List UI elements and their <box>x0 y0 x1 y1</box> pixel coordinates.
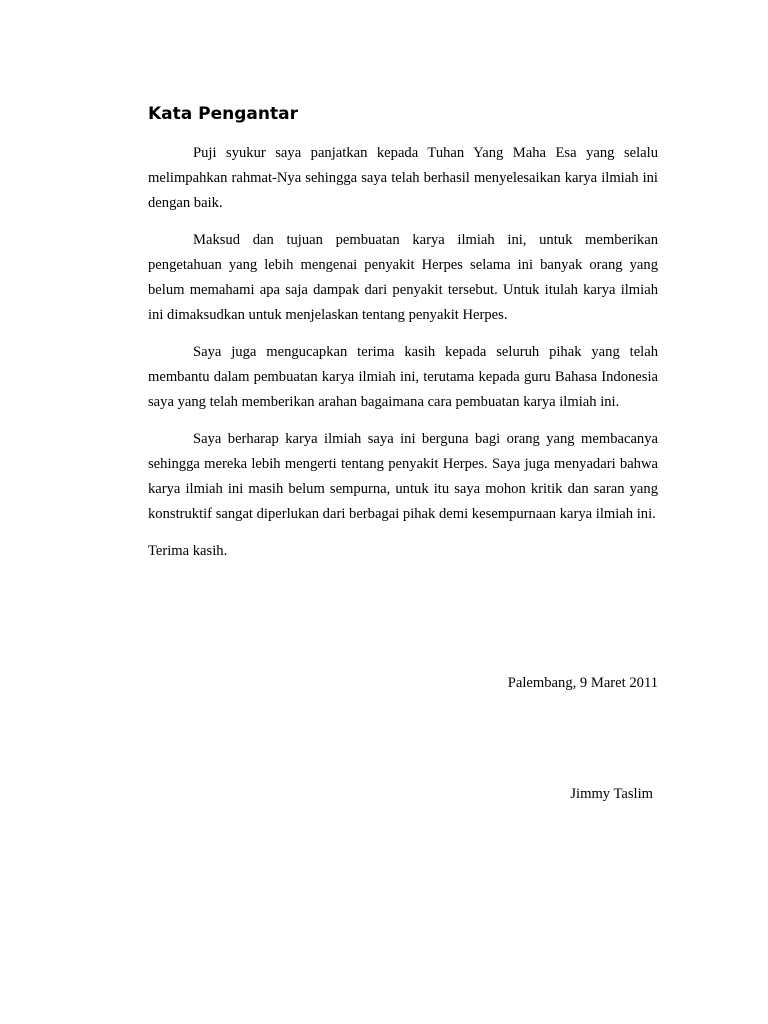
page-title: Kata Pengantar <box>148 104 298 124</box>
paragraph-hope: Saya berharap karya ilmiah saya ini berguna bagi orang yang membacanya sehingga mereka lebih mengerti tentang penyakit Herpes. Saya juga menyadari bahwa karya ilmiah ini masih belum sempurna, untuk itu saya mohon kritik dan saran yang konstruktif sangat diperlukan dari berbagai pihak demi kesempurnaan karya ilmiah ini. <box>148 431 658 522</box>
paragraph-purpose: Maksud dan tujuan pembuatan karya ilmiah ini, untuk memberikan pengetahuan yang lebih mengenai penyakit Herpes selama ini banyak orang yang belum memahami apa saja dampak dari penyakit tersebut. Untuk itulah karya ilmiah ini dimaksudkan untuk menjelaskan tentang penyakit Herpes. <box>148 232 658 323</box>
author-name: Jimmy Taslim <box>570 786 653 802</box>
closing-text: Terima kasih. <box>148 543 228 559</box>
document-body <box>148 141 658 564</box>
paragraph-gratitude: Puji syukur saya panjatkan kepada Tuhan Yang Maha Esa yang selalu melimpahkan rahmat-Nya sehingga saya telah berhasil menyelesaikan karya ilmiah ini dengan baik. <box>148 145 658 211</box>
paragraph-acknowledgement: Saya juga mengucapkan terima kasih kepada seluruh pihak yang telah membantu dalam pembuatan karya ilmiah ini, terutama kepada guru Bahasa Indonesia saya yang telah memberikan arahan bagaimana cara pembuatan karya ilmiah ini. <box>148 344 658 410</box>
place-and-date: Palembang, 9 Maret 2011 <box>507 675 658 691</box>
